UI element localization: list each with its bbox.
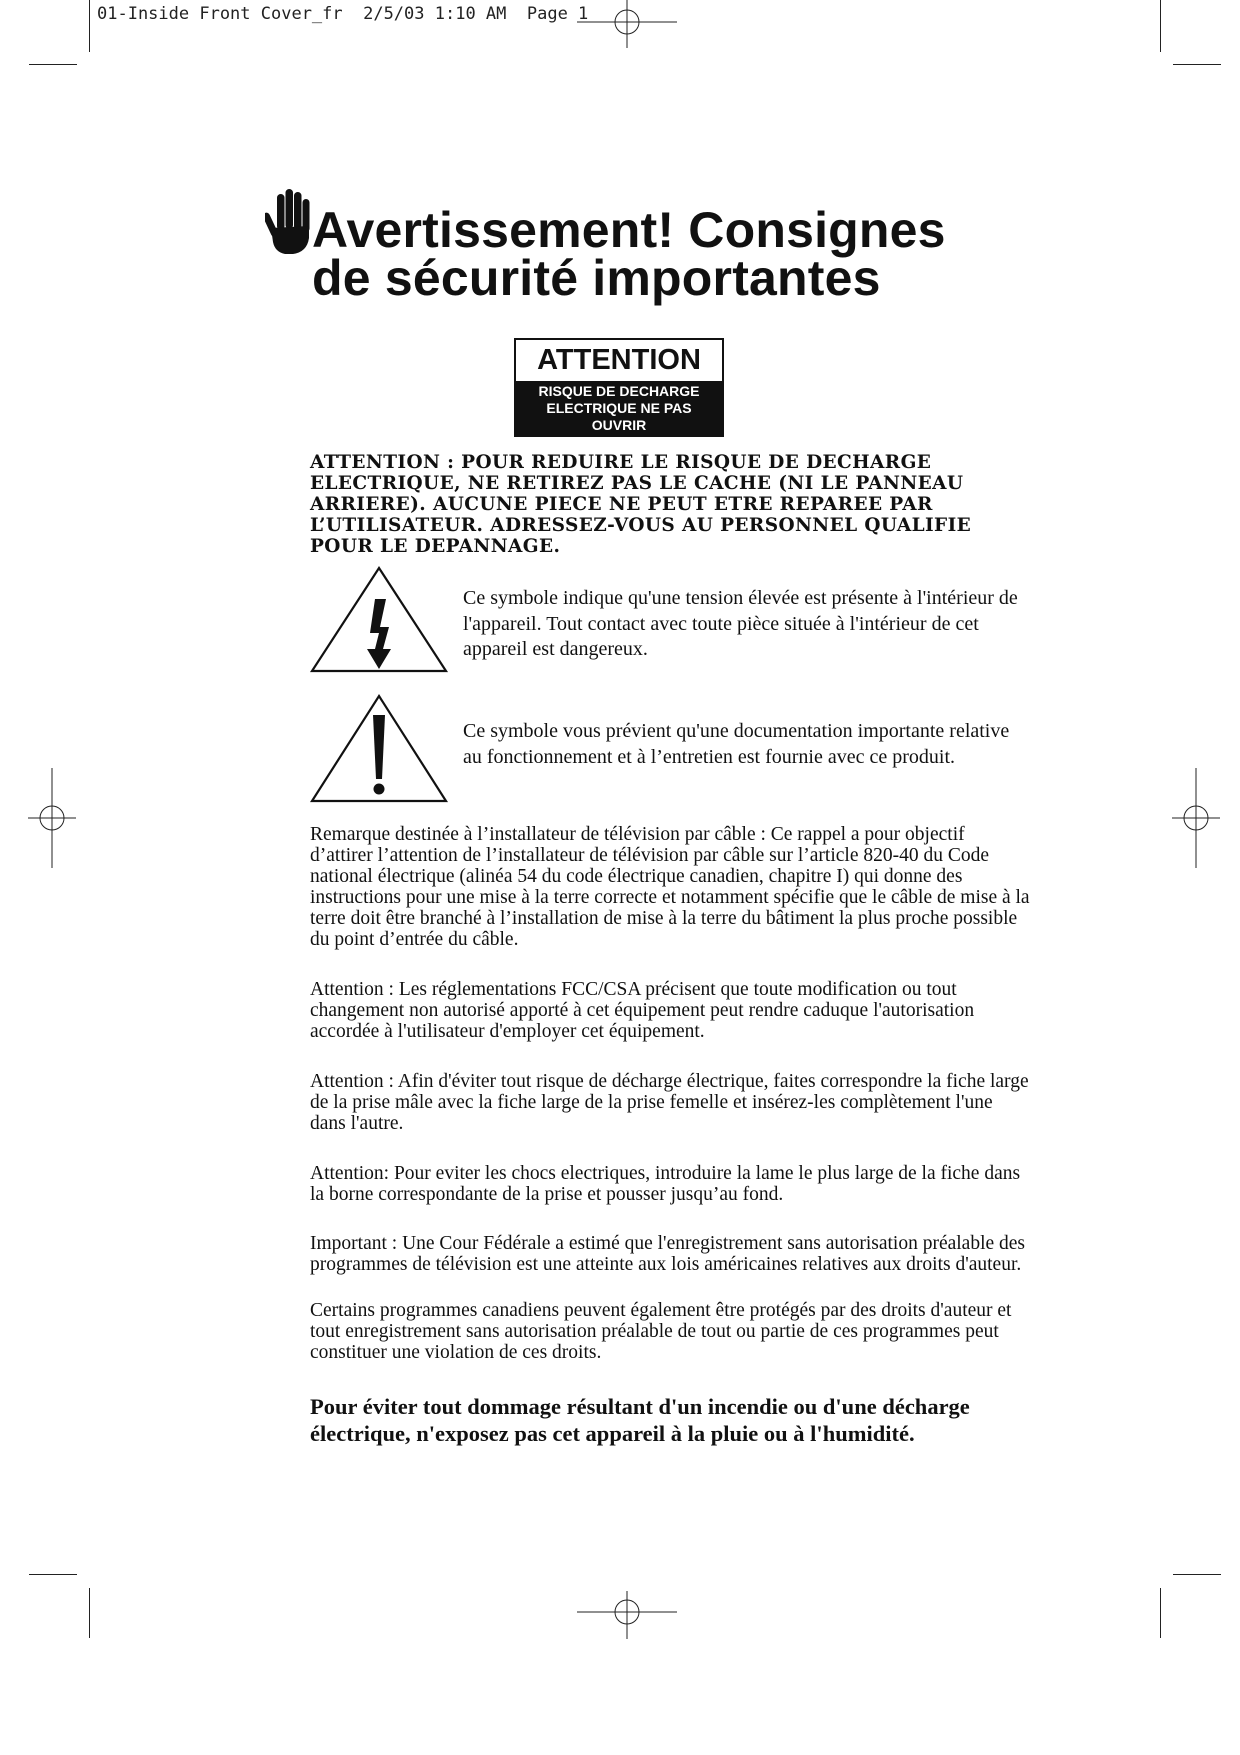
registration-mark-top-icon	[577, 0, 677, 48]
hand-stop-icon	[265, 188, 311, 256]
crop-mark-bottom-left-vertical	[89, 1588, 90, 1638]
attention-label-line-3: OUVRIR	[591, 417, 647, 433]
crop-mark-top-right-horizontal	[1173, 64, 1221, 65]
fcc-csa-notice: Attention : Les réglementations FCC/CSA précisent que toute modification ou tout changement non autorisé apporté à cet équipement peut rendre caduque l'autorisation accordée à l'utilisateur d'employer cet équipement.	[310, 979, 975, 1042]
crop-mark-bottom-right-vertical	[1160, 1588, 1161, 1638]
print-slug: 01-Inside Front Cover_fr 2/5/03 1:10 AM Page 1	[97, 4, 589, 24]
crop-mark-bottom-left-horizontal	[29, 1574, 77, 1575]
fire-shock-warning: Pour éviter tout dommage résultant d'un incendie ou d'une décharge électrique, n'exposez pas cet appareil à la pluie ou à l'humidité.	[310, 1394, 970, 1446]
registration-mark-bottom-icon	[577, 1591, 677, 1639]
federal-court-notice: Important : Une Cour Fédérale a estimé que l'enregistrement sans autorisation préalable des programmes de télévision est une atteinte aux lois américaines relatives aux droits d'auteur.	[310, 1233, 1026, 1275]
exclamation-warning-icon	[309, 693, 449, 803]
registration-mark-left-icon	[28, 768, 76, 868]
crop-mark-bottom-right-horizontal	[1173, 1574, 1221, 1575]
page-title	[312, 202, 946, 306]
electric-shock-notice: Attention: Pour eviter les chocs electriques, introduire la lame le plus large de la fiche dans la borne correspondante de la prise et pousser jusqu’au fond.	[310, 1163, 1021, 1205]
documentation-description: Ce symbole vous prévient qu'une documentation importante relative au fonctionnement et à l’entretien est fournie avec ce produit.	[463, 720, 1010, 768]
attention-label-line-2: ELECTRIQUE NE PAS	[546, 400, 692, 416]
high-voltage-description: Ce symbole indique qu'une tension élevée est présente à l'intérieur de l'appareil. Tout contact avec toute pièce située à l'intérieur de cet appareil est dangereux.	[463, 587, 1018, 660]
polarized-plug-notice: Attention : Afin d'éviter tout risque de décharge électrique, faites correspondre la fiche large de la prise mâle avec la fiche large de la prise femelle et insérez-les complètement l'une dans l'autre.	[310, 1071, 1029, 1134]
crop-mark-top-right-vertical	[1160, 0, 1161, 52]
attention-label-line-1: RISQUE DE DECHARGE	[538, 383, 700, 399]
attention-label-heading: ATTENTION	[537, 344, 701, 376]
crop-mark-top-left-vertical	[89, 0, 90, 52]
canadian-copyright-notice: Certains programmes canadiens peuvent également être protégés par des droits d'auteur et tout enregistrement sans autorisation préalable de tout ou partie de ces programmes peut constituer une violation de ces droits.	[310, 1300, 1012, 1363]
catv-installer-note: Remarque destinée à l’installateur de télévision par câble : Ce rappel a pour objectif d’attirer l’attention de l’installateur de télévision par câble sur l’article 820-40 du Code national électrique (alinéa 54 du code électrique canadien, chapitre I) qui donne des instructions pour une mise à la terre correcte et notamment spécifie que le câble de mise à la terre doit être branché à l’installation de mise à la terre du bâtiment la plus proche possible du point d’entrée du câble.	[310, 824, 1030, 950]
page-title-line-2: de sécurité importantes	[312, 250, 881, 306]
attention-label	[514, 338, 724, 437]
page-title-line-1: Avertissement! Consignes	[312, 202, 946, 258]
high-voltage-warning-icon	[309, 565, 449, 673]
crop-mark-top-left-horizontal	[29, 64, 77, 65]
attention-label-body	[516, 381, 722, 435]
registration-mark-right-icon	[1172, 768, 1220, 868]
warning-caps-text: ATTENTION : POUR REDUIRE LE RISQUE DE DECHARGE ELECTRIQUE, NE RETIREZ PAS LE CACHE (NI LE PANNEAU ARRIERE). AUCUNE PIECE NE PEUT ETRE REPAREE PAR L’UTILISATEUR. ADRESSEZ-VOUS AU PERSONNEL QUALIFIE POUR LE DEPANNAGE.	[310, 452, 972, 557]
